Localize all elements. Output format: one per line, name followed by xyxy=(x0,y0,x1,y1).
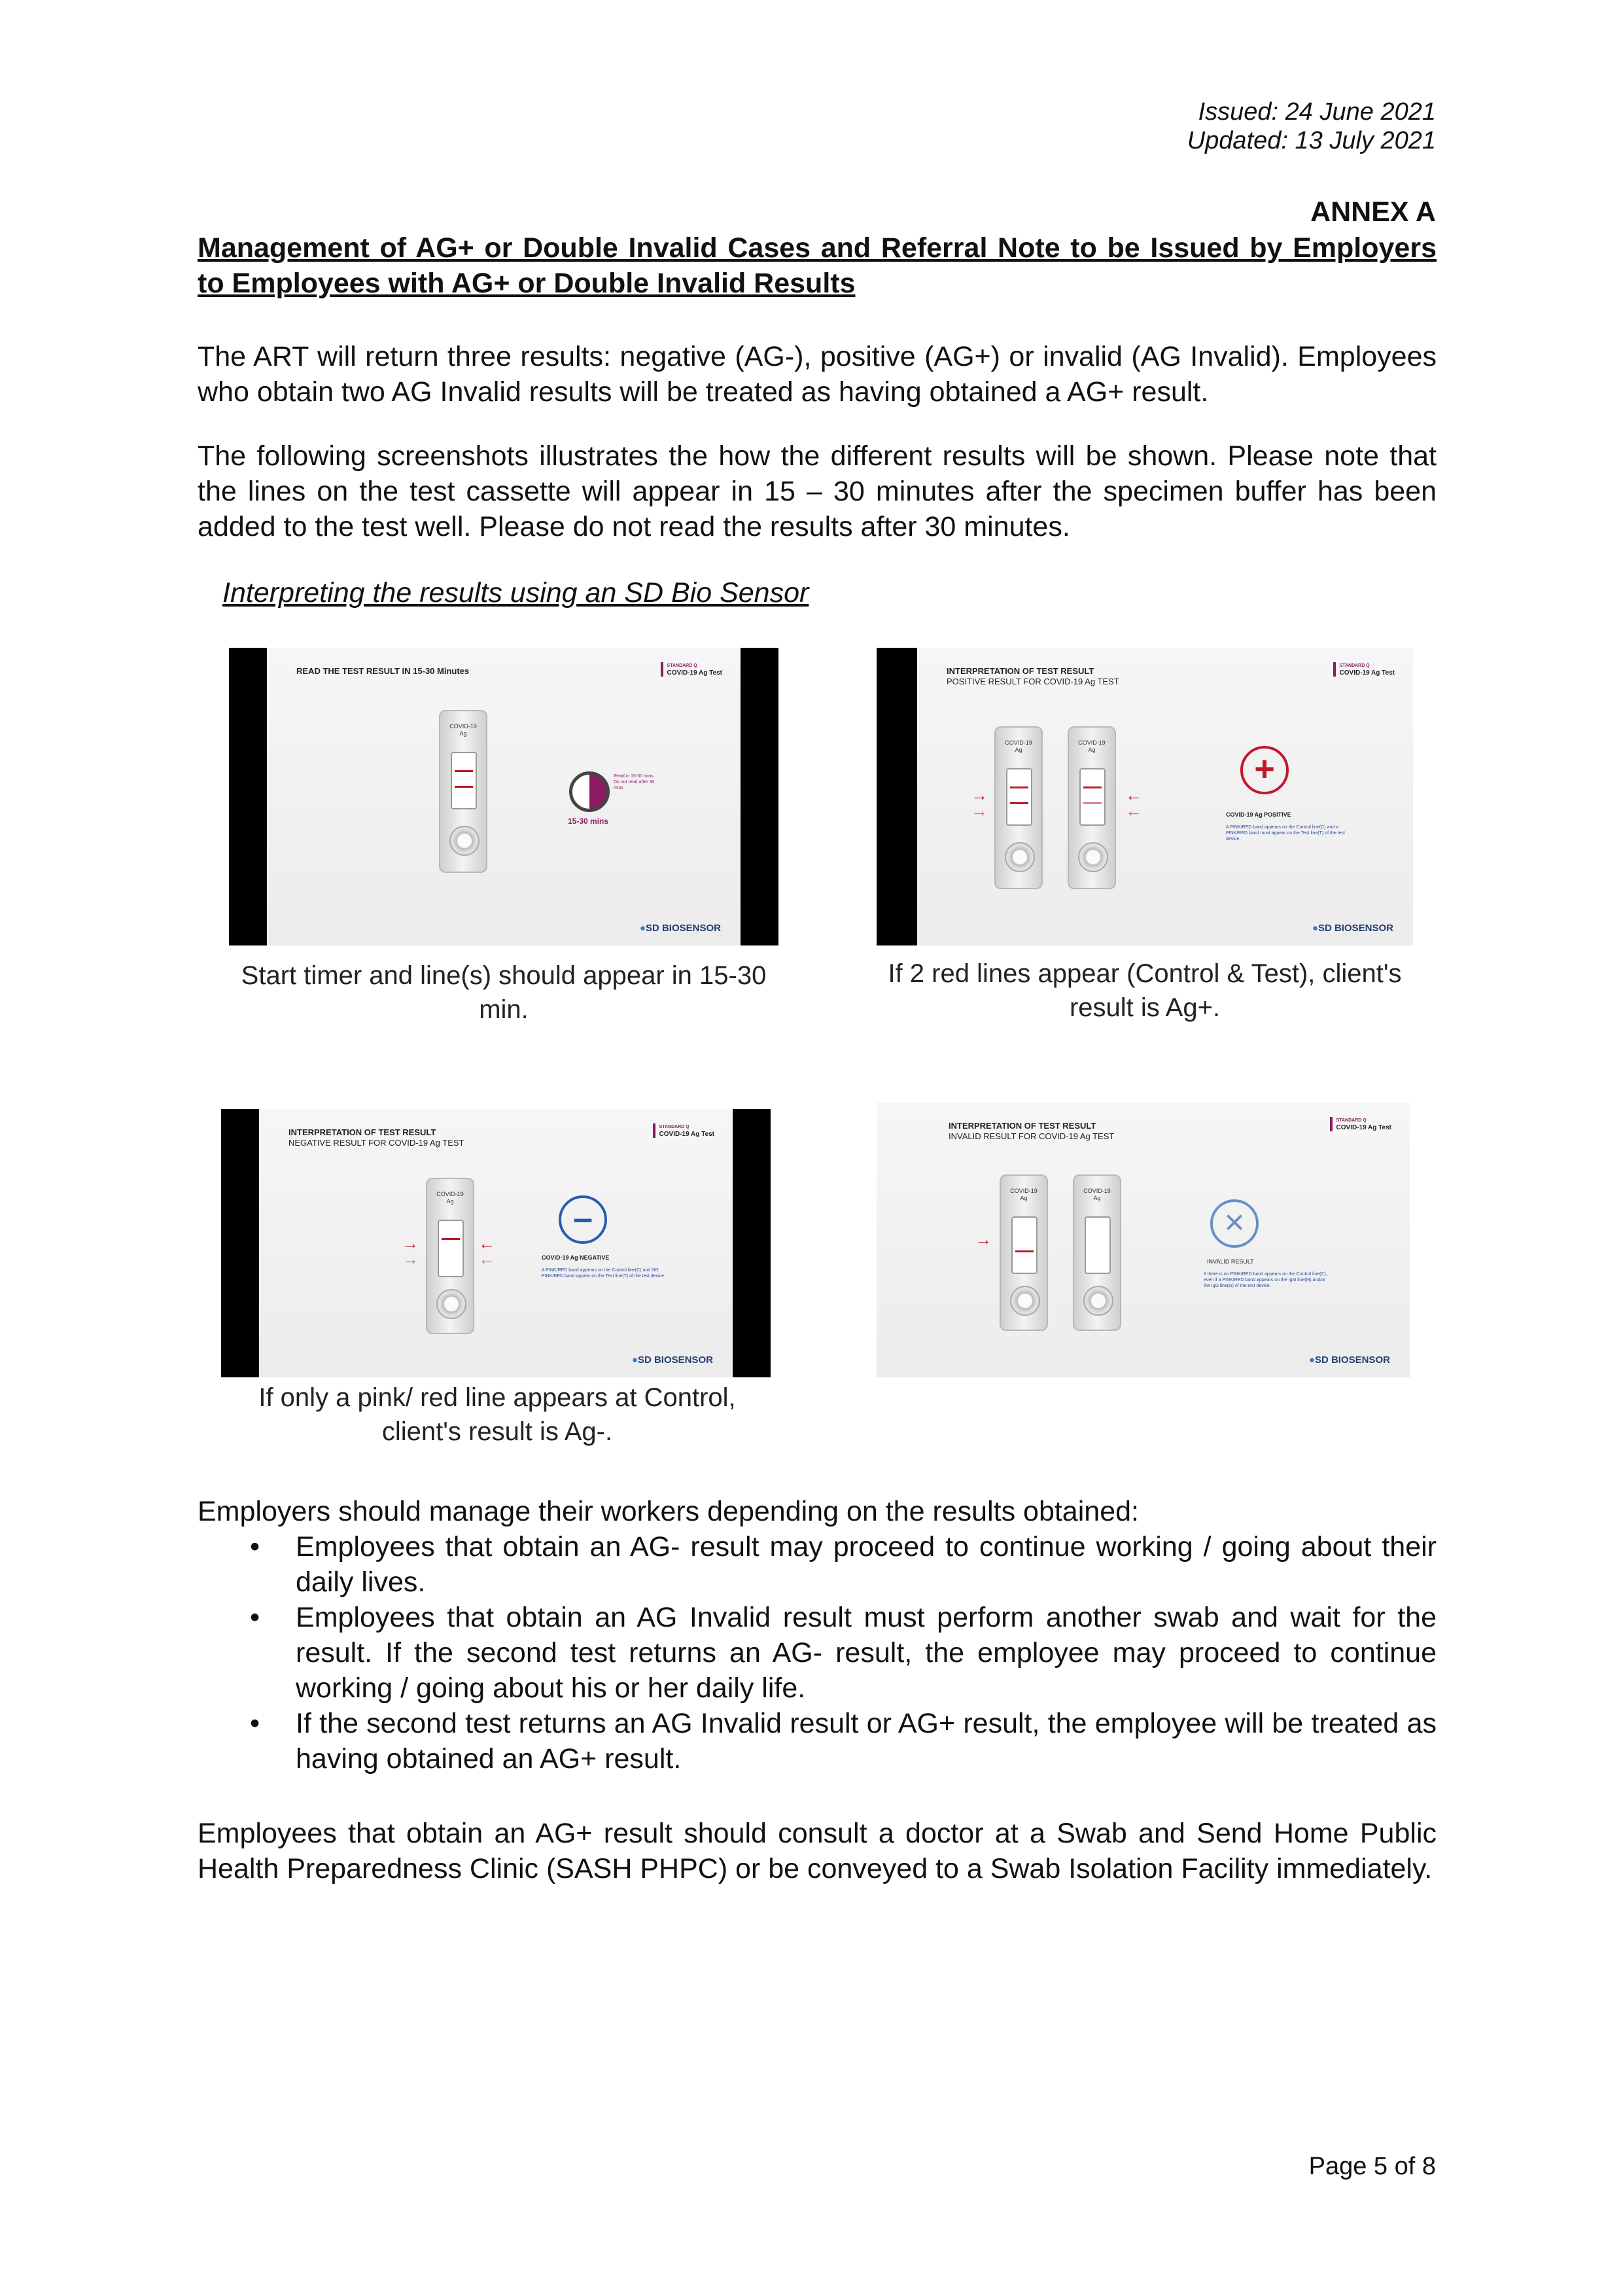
updated-date: Updated: 13 July 2021 xyxy=(1187,127,1436,154)
test-line xyxy=(455,786,473,788)
timer-screenshot: READ THE TEST RESULT IN 15-30 Minutes STANDARD Q COVID-19 Ag Test COVID-19 Ag Read in 15-30 mins. Do not read after 30 mins 15-30 mins ● SD BIOSENSOR xyxy=(229,648,778,945)
arrow-left-icon: ← xyxy=(478,1249,495,1269)
closing-paragraph: Employees that obtain an AG+ result should consult a doctor at a Swab and Send Home Public Health Preparedness Clinic (SASH PHPC) or be conveyed to a Swab Isolation Facility immediately. xyxy=(198,1818,1437,1884)
negative-caption: If only a pink/ red line appears at Control, client's result is Ag-. xyxy=(258,1383,736,1446)
brand-badge: STANDARD Q COVID-19 Ag Test xyxy=(661,662,722,677)
positive-caption: If 2 red lines appear (Control & Test), client's result is Ag+. xyxy=(888,959,1402,1022)
negative-screenshot: INTERPRETATION OF TEST RESULT NEGATIVE RESULT FOR COVID-19 Ag TEST STANDARD Q COVID-19 Ag Test → → COVID-19 Ag ← ← – COVID-19 Ag NEGATIVE A PINK/RED band appears on the Control line(C) and NO PINK/RED band appear on the Test line(T) of the test device. ● SD BIOSENSOR xyxy=(221,1109,771,1377)
arrow-right-icon: → xyxy=(402,1233,419,1253)
arrow-right-icon: → xyxy=(971,801,988,821)
arrow-left-icon: ← xyxy=(478,1233,495,1253)
positive-icon: + xyxy=(1240,746,1289,794)
list-item: • Employees that obtain an AG Invalid result must perform another swab and wait for the result. If the second test returns an AG- result, the employee may proceed to continue working / going about his or her daily life. xyxy=(198,1600,1437,1706)
arrow-right-icon: → xyxy=(402,1249,419,1269)
test-cassette: COVID-19 Ag xyxy=(1000,1174,1048,1331)
management-list xyxy=(198,1529,1437,1776)
list-item: • If the second test returns an AG Invalid result or AG+ result, the employee will be treated as having obtained an AG+ result. xyxy=(198,1706,1437,1776)
page-title: Management of AG+ or Double Invalid Cases and Referral Note to be Issued by Employers to Employees with AG+ or Double Invalid Results xyxy=(198,232,1437,299)
sample-well xyxy=(449,826,480,856)
slide-title: READ THE TEST RESULT IN 15-30 Minutes xyxy=(296,666,470,676)
intro-paragraph-2: The following screenshots illustrates the how the different results will be shown. Please note that the lines on the test cassette will appear in 15 – 30 minutes after the specimen buffer has been added to the test well. Please do not read the results after 30 minutes. xyxy=(198,440,1437,542)
timer-clock-icon xyxy=(569,771,610,812)
test-cassette: COVID-19 Ag xyxy=(426,1178,474,1334)
control-line xyxy=(455,770,473,772)
test-cassette: COVID-19 Ag xyxy=(994,726,1043,889)
page-number: Page 5 of 8 xyxy=(1308,2153,1436,2180)
invalid-icon: × xyxy=(1210,1199,1259,1248)
timer-caption: Start timer and line(s) should appear in 15-30 min. xyxy=(241,961,767,1024)
issued-date: Issued: 24 June 2021 xyxy=(1198,98,1436,126)
test-cassette: COVID-19 Ag xyxy=(1073,1174,1121,1331)
management-intro: Employers should manage their workers depending on the results obtained: xyxy=(198,1496,1139,1527)
test-cassette: COVID-19 Ag xyxy=(439,710,487,873)
positive-screenshot: INTERPRETATION OF TEST RESULT POSITIVE RESULT FOR COVID-19 Ag TEST STANDARD Q COVID-19 Ag Test → → COVID-19 Ag COVID-19 Ag ← ← + COVID-19 Ag POSITIVE A PINK/RED band appears on the Control line(C) and a PINK/RED band must appear on the Test line(T) of the test device. ● SD BIOSENSOR xyxy=(877,648,1413,945)
annex-label: ANNEX A xyxy=(1310,196,1436,228)
arrow-left-icon: ← xyxy=(1125,801,1142,821)
test-cassette: COVID-19 Ag xyxy=(1068,726,1116,889)
intro-paragraph-1: The ART will return three results: negative (AG-), positive (AG+) or invalid (AG Invalid). Employees who obtain two AG Invalid results will be treated as having obtained a AG+ result. xyxy=(198,341,1437,408)
arrow-right-icon: → xyxy=(975,1229,992,1249)
arrow-left-icon: ← xyxy=(1125,785,1142,805)
negative-icon: – xyxy=(559,1195,607,1244)
sd-biosensor-subheading: Interpreting the results using an SD Bio Sensor xyxy=(222,577,809,609)
sd-biosensor-logo: ● SD BIOSENSOR xyxy=(640,923,721,934)
invalid-screenshot: INTERPRETATION OF TEST RESULT INVALID RESULT FOR COVID-19 Ag TEST STANDARD Q COVID-19 Ag Test → COVID-19 Ag COVID-19 Ag × INVALID RESULT If there is no PINK/RED band appears on the Control line(C), even if a PINK/RED band appears on the IgM line(M) and/or the IgG line(G) of the test device. ● SD BIOSENSOR xyxy=(877,1103,1410,1377)
list-item: • Employees that obtain an AG- result may proceed to continue working / going about their daily lives. xyxy=(198,1529,1437,1600)
arrow-right-icon: → xyxy=(971,785,988,805)
